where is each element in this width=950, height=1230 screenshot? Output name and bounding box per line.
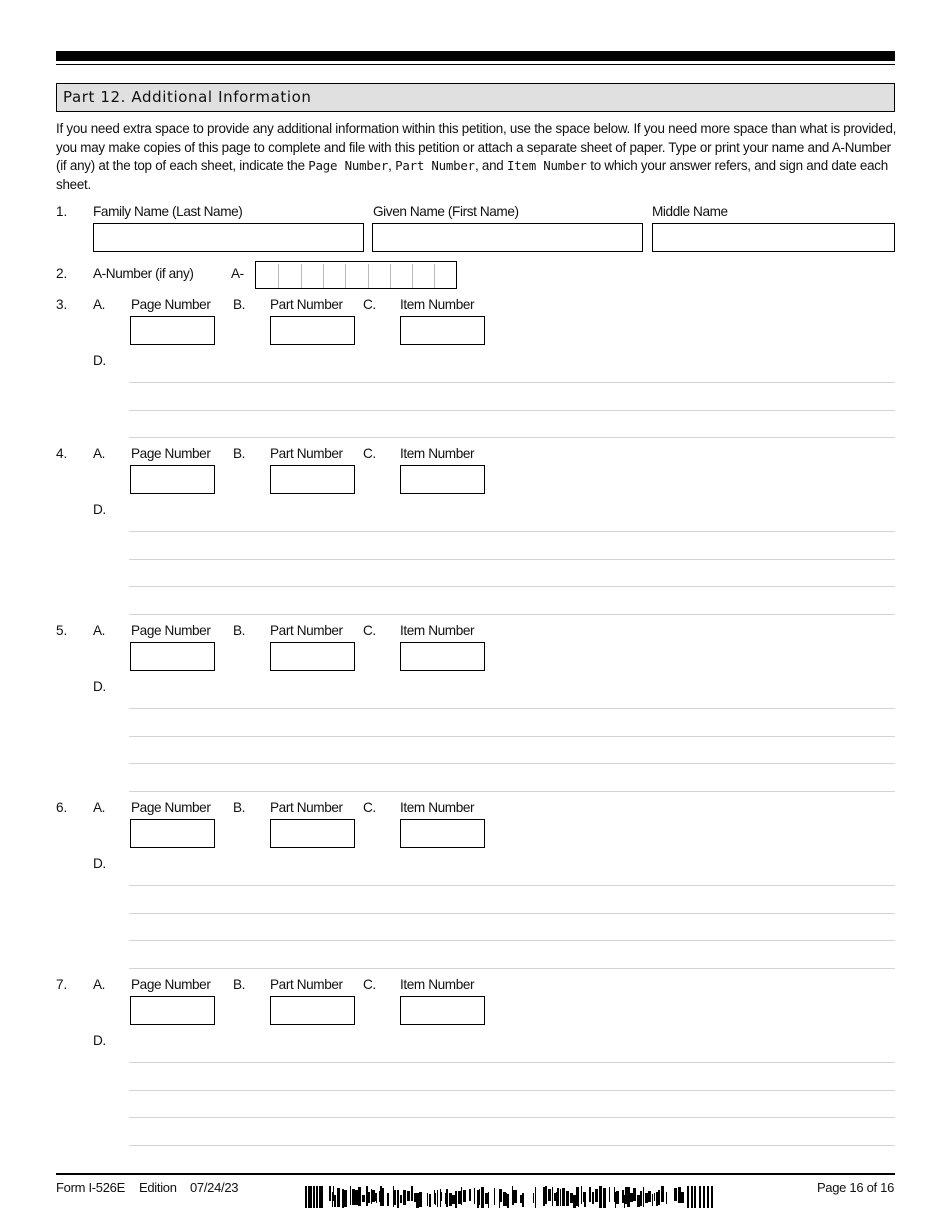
item-6-answer-line[interactable] xyxy=(129,913,895,914)
item-6-answer-line xyxy=(129,968,895,969)
intro-separator: , and xyxy=(474,158,507,173)
a-number-field[interactable] xyxy=(255,261,457,289)
part-header xyxy=(56,83,895,112)
intro-ref-page-number: Page Number xyxy=(308,158,389,173)
item-3-answer-line[interactable] xyxy=(129,382,895,383)
a-number-cell-divider xyxy=(278,264,279,288)
item-3-page-number-field[interactable] xyxy=(130,316,215,345)
intro-text: If you need extra space to provide any additional information within this petition, use the space below. If you need more space than what is provided, you may make copies of this page to complete and file with this petition or attach a separate sheet of paper. Type or print your name and A-Number (if any) at the top of each sheet, indicate the xyxy=(56,121,897,173)
item-6-page-number-label: Page Number xyxy=(131,800,211,815)
item-7-part-number-field[interactable] xyxy=(270,996,355,1025)
item-5-item-number-label: Item Number xyxy=(400,623,475,638)
barcode-image xyxy=(305,1186,715,1208)
item-3-part-number-label: Part Number xyxy=(270,297,343,312)
item-7-page-number-field[interactable] xyxy=(130,996,215,1025)
item-4-page-number-label: Page Number xyxy=(131,446,211,461)
item-6-number: 6. xyxy=(56,800,68,815)
given-name-label: Given Name (First Name) xyxy=(373,204,519,219)
a-number-cell-divider xyxy=(412,264,413,288)
item-6-page-number-field[interactable] xyxy=(130,819,215,848)
item-3a-letter: A. xyxy=(93,297,106,312)
item-3d-letter: D. xyxy=(93,353,106,368)
part-header-title: Part 12. Additional Information xyxy=(63,88,312,106)
item-7c-letter: C. xyxy=(363,977,376,992)
item-7-page-number-label: Page Number xyxy=(131,977,211,992)
item-5-answer-line[interactable] xyxy=(129,708,895,709)
a-number-cell-divider xyxy=(345,264,346,288)
intro-separator: , xyxy=(388,158,396,173)
item-5c-letter: C. xyxy=(363,623,376,638)
item-4-answer-line[interactable] xyxy=(129,559,895,560)
a-number-label: A-Number (if any) xyxy=(93,266,194,281)
item-5-page-number-field[interactable] xyxy=(130,642,215,671)
family-name-field[interactable] xyxy=(93,223,364,252)
item-7-answer-line[interactable] xyxy=(129,1117,895,1118)
item-6a-letter: A. xyxy=(93,800,106,815)
item-4-part-number-field[interactable] xyxy=(270,465,355,494)
item-7d-letter: D. xyxy=(93,1033,106,1048)
item-5d-letter: D. xyxy=(93,679,106,694)
given-name-field[interactable] xyxy=(372,223,643,252)
item-7-answer-line xyxy=(129,1145,895,1146)
item-4-answer-line[interactable] xyxy=(129,586,895,587)
item-3-item-number-label: Item Number xyxy=(400,297,475,312)
footer-rule xyxy=(56,1173,895,1175)
item-3-number: 3. xyxy=(56,297,68,312)
item-6c-letter: C. xyxy=(363,800,376,815)
item-6d-letter: D. xyxy=(93,856,106,871)
item-5-item-number-field[interactable] xyxy=(400,642,485,671)
a-number-cell-divider xyxy=(301,264,302,288)
item-4d-letter: D. xyxy=(93,502,106,517)
item-6-answer-line[interactable] xyxy=(129,885,895,886)
item-6-part-number-field[interactable] xyxy=(270,819,355,848)
item-6-part-number-label: Part Number xyxy=(270,800,343,815)
middle-name-label: Middle Name xyxy=(652,204,728,219)
footer-page-number: Page 16 of 16 xyxy=(816,1180,894,1195)
item-4-answer-line[interactable] xyxy=(129,531,895,532)
item-6-item-number-label: Item Number xyxy=(400,800,475,815)
item-5-answer-line xyxy=(129,791,895,792)
intro-text-end: to which your answer refers, and sign and date each sheet. xyxy=(56,158,888,192)
item-4-answer-line xyxy=(129,614,895,615)
item-5-page-number-label: Page Number xyxy=(131,623,211,638)
item-1-number: 1. xyxy=(56,204,68,219)
item-5-answer-line[interactable] xyxy=(129,736,895,737)
a-number-cell-divider xyxy=(434,264,435,288)
item-4-item-number-label: Item Number xyxy=(400,446,475,461)
item-5-part-number-field[interactable] xyxy=(270,642,355,671)
a-number-cell-divider xyxy=(368,264,369,288)
item-7a-letter: A. xyxy=(93,977,106,992)
item-2-number: 2. xyxy=(56,266,68,281)
item-4c-letter: C. xyxy=(363,446,376,461)
item-5a-letter: A. xyxy=(93,623,106,638)
item-5b-letter: B. xyxy=(233,623,246,638)
item-7-answer-line[interactable] xyxy=(129,1090,895,1091)
item-3-part-number-field[interactable] xyxy=(270,316,355,345)
item-7-number: 7. xyxy=(56,977,68,992)
item-4-item-number-field[interactable] xyxy=(400,465,485,494)
item-7b-letter: B. xyxy=(233,977,246,992)
item-7-item-number-label: Item Number xyxy=(400,977,475,992)
intro-paragraph xyxy=(56,120,901,194)
item-3b-letter: B. xyxy=(233,297,246,312)
item-4b-letter: B. xyxy=(233,446,246,461)
footer-form-name: Form I-526E xyxy=(56,1180,125,1195)
item-5-part-number-label: Part Number xyxy=(270,623,343,638)
a-number-cell-divider xyxy=(323,264,324,288)
item-3c-letter: C. xyxy=(363,297,376,312)
family-name-label: Family Name (Last Name) xyxy=(93,204,243,219)
item-3-page-number-label: Page Number xyxy=(131,297,211,312)
footer-edition-date: 07/24/23 xyxy=(190,1180,239,1195)
item-5-number: 5. xyxy=(56,623,68,638)
intro-ref-part-number: Part Number xyxy=(395,158,475,173)
item-3-answer-line[interactable] xyxy=(129,410,895,411)
item-3-answer-line xyxy=(129,437,895,438)
item-3-item-number-field[interactable] xyxy=(400,316,485,345)
item-6-answer-line[interactable] xyxy=(129,940,895,941)
footer-edition-label: Edition xyxy=(139,1180,177,1195)
top-rule-thin xyxy=(56,64,895,65)
item-6-item-number-field[interactable] xyxy=(400,819,485,848)
item-7-answer-line[interactable] xyxy=(129,1062,895,1063)
a-number-prefix: A- xyxy=(231,266,244,281)
item-7-part-number-label: Part Number xyxy=(270,977,343,992)
a-number-cell-divider xyxy=(390,264,391,288)
middle-name-field[interactable] xyxy=(652,223,895,252)
item-4-part-number-label: Part Number xyxy=(270,446,343,461)
item-7-item-number-field[interactable] xyxy=(400,996,485,1025)
intro-ref-item-number: Item Number xyxy=(506,158,587,173)
top-rule-thick xyxy=(56,51,895,61)
item-4-number: 4. xyxy=(56,446,68,461)
item-5-answer-line[interactable] xyxy=(129,763,895,764)
item-4a-letter: A. xyxy=(93,446,106,461)
item-4-page-number-field[interactable] xyxy=(130,465,215,494)
item-6b-letter: B. xyxy=(233,800,246,815)
